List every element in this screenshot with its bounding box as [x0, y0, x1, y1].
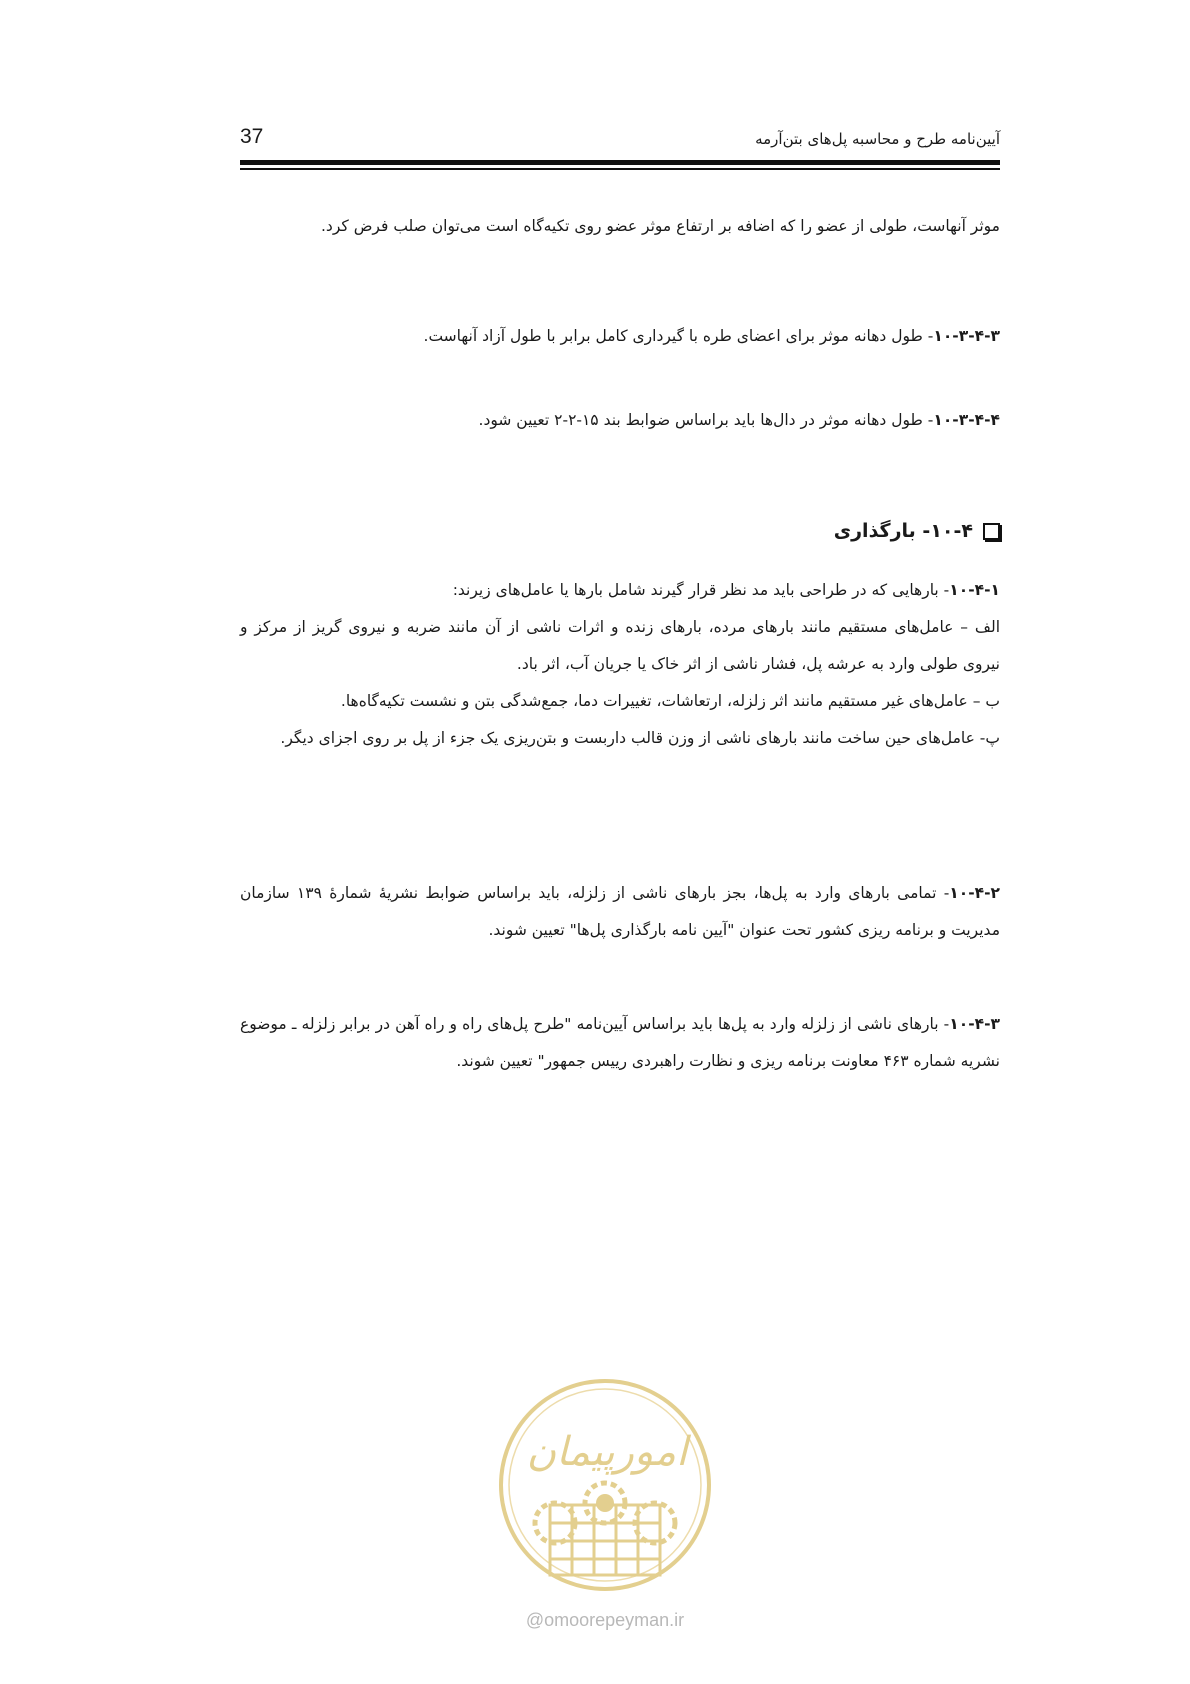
watermark-seal-logo	[495, 1375, 715, 1595]
clause-body	[240, 875, 1000, 949]
header-rule-thin	[240, 168, 1000, 170]
clause-body	[240, 572, 1000, 609]
clause-text: - طول دهانه موثر در دال‌ها باید براساس ضوابط بند ۱۵-۲-۲ تعیین شود.	[478, 411, 934, 429]
clause-text: - تمامی بارهای وارد به پل‌ها، بجز بارهای ناشی از زلزله، باید براساس ضوابط نشریهٔ شمارهٔ ۱۳۹ سازمان مدیریت و برنامه ریزی کشور تحت عنوان "آیین نامه بارگذاری پل‌ها" تعیین شوند.	[240, 884, 1000, 939]
running-header-title: آیین‌نامه طرح و محاسبه پل‌های بتن‌آرمه	[755, 130, 1000, 148]
clause-text: - بارهایی که در طراحی باید مد نظر قرار گیرند شامل بارها یا عامل‌های زیرند:	[452, 581, 950, 599]
clause-10-4-3	[240, 1006, 1000, 1080]
list-item-a: الف – عامل‌های مستقیم مانند بارهای مرده، بارهای زنده و اثرات ناشی از آن مانند ضربه و نیروی گریز از مرکز و نیروی طولی وارد به عرشه پل، فشار ناشی از اثر خاک یا جریان آب، اثر باد.	[240, 618, 1000, 673]
watermark-url: @omoorepeyman.ir	[525, 1610, 685, 1630]
section-number: ۱۰-۴	[930, 520, 973, 542]
clause-number: ۱۰-۴-۱	[949, 581, 1000, 599]
list-item-b: ب – عامل‌های غیر مستقیم مانند اثر زلزله، ارتعاشات، تغییرات دما، جمع‌شدگی بتن و نشست تکیه‌گاه‌ها.	[340, 692, 1000, 710]
list-item-p: پ- عامل‌های حین ساخت مانند بارهای ناشی از وزن قالب داربست و بتن‌ریزی یک جزء از پل بر روی اجزای دیگر.	[280, 729, 1000, 747]
checkbox-square-icon	[983, 523, 1000, 540]
clause-number: ۱۰-۴-۲	[949, 884, 1001, 902]
clause-body	[240, 318, 1000, 355]
watermark-logo-text: امورپیمان	[526, 1429, 688, 1475]
clause-number: ۱۰-۳-۴-۴	[933, 411, 1000, 429]
section-heading	[834, 520, 1000, 542]
header-rule-thick	[240, 160, 1000, 165]
section-title: - بارگذاری	[833, 520, 931, 542]
clause-text: - طول دهانه موثر برای اعضای طره با گیرداری کامل برابر با طول آزاد آنهاست.	[423, 327, 934, 345]
clause-text: - بارهای ناشی از زلزله وارد به پل‌ها باید براساس آیین‌نامه "طرح پل‌های راه و راه آهن در برابر زلزله ـ موضوع نشریه شماره ۴۶۳ معاونت برنامه ریزی و نظارت راهبردی رییس جمهور" تعیین شوند.	[240, 1015, 1000, 1070]
clause-number: ۱۰-۴-۳	[949, 1015, 1000, 1033]
clause-number: ۱۰-۳-۴-۳	[933, 327, 1000, 345]
paragraph-text: موثر آنهاست، طولی از عضو را که اضافه بر ارتفاع موثر عضو روی تکیه‌گاه است می‌توان صلب فرض کرد.	[321, 217, 1000, 235]
clause-body	[240, 1006, 1000, 1080]
clause-10-3-4-3	[240, 318, 1000, 355]
clause-body	[240, 402, 1000, 439]
clause-10-3-4-4	[240, 402, 1000, 439]
clause-10-4-1	[240, 572, 1000, 757]
clause-10-4-2	[240, 875, 1000, 949]
paragraph-continuation	[240, 208, 1000, 245]
page-number: 37	[240, 125, 264, 148]
section-title-group	[834, 520, 973, 542]
